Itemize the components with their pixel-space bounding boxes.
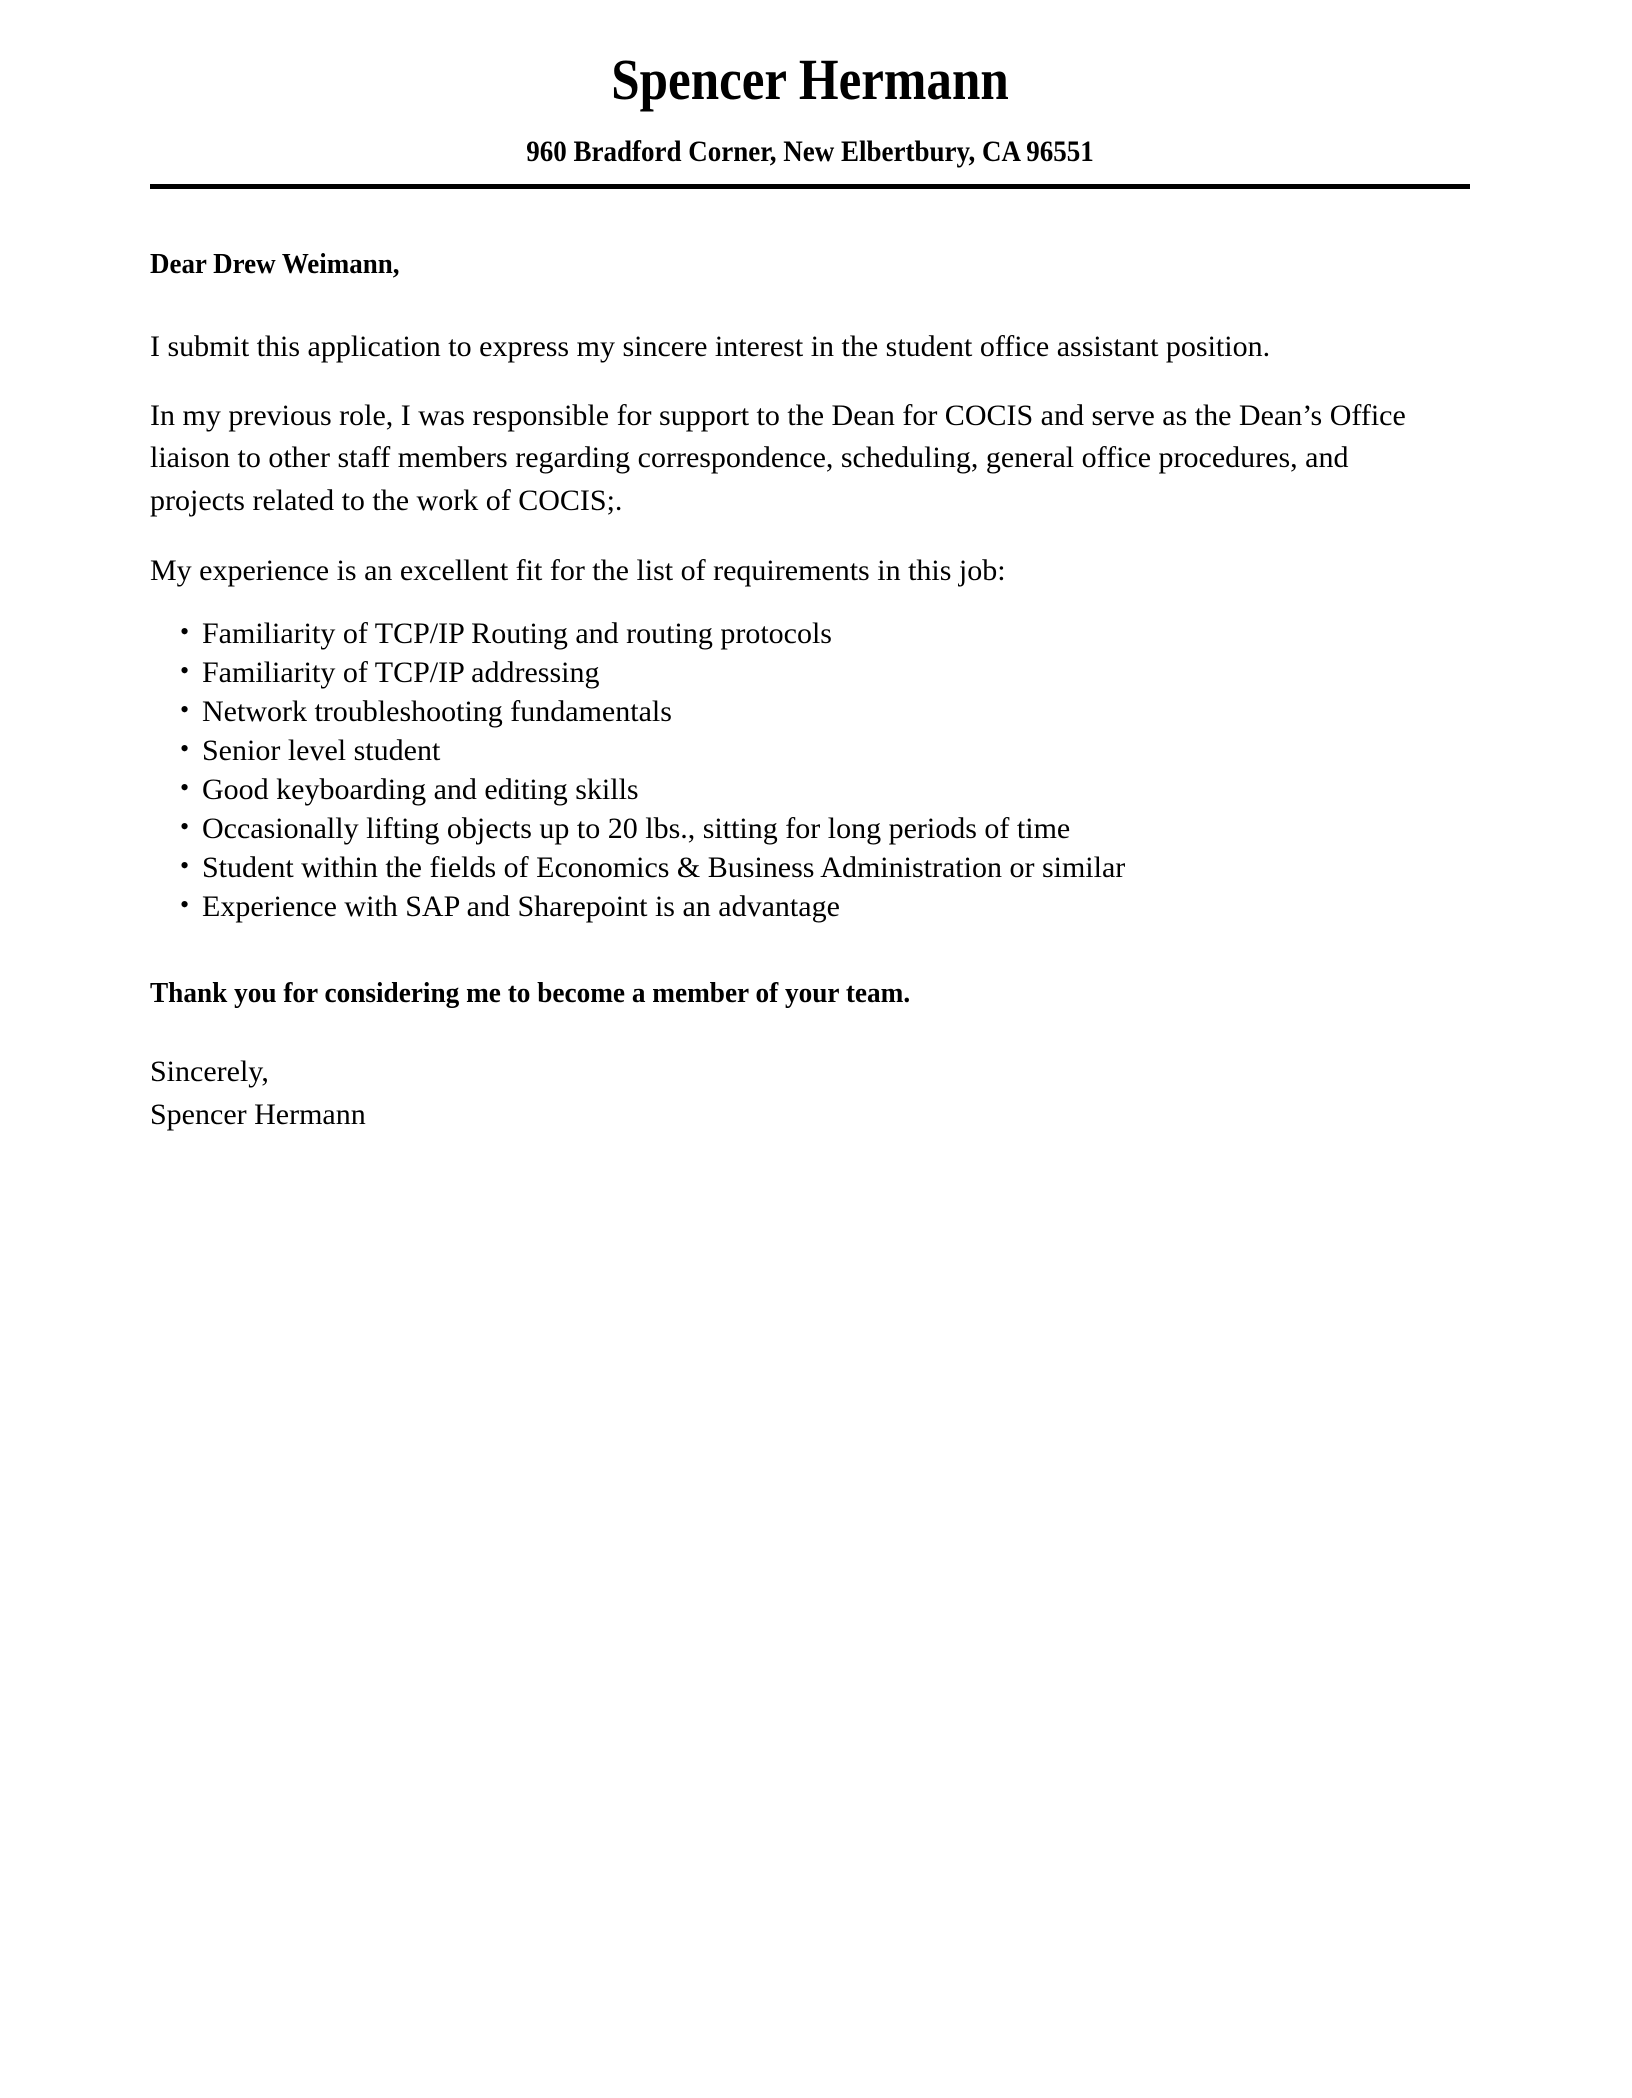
list-item-label: Senior level student bbox=[202, 733, 441, 767]
bullet-icon: • bbox=[180, 811, 190, 841]
letter-body bbox=[150, 189, 1470, 1136]
signature-name: Spencer Hermann bbox=[150, 1097, 366, 1131]
list-item bbox=[150, 694, 1470, 728]
bullet-icon: • bbox=[180, 889, 190, 919]
bullet-icon: • bbox=[180, 733, 190, 763]
closing-statement: Thank you for considering me to become a member of your team. bbox=[150, 976, 911, 1009]
list-item bbox=[150, 811, 1470, 845]
list-item-label: Experience with SAP and Sharepoint is an advantage bbox=[202, 889, 840, 923]
list-item bbox=[150, 616, 1470, 650]
body-paragraph-1: I submit this application to express my sincere interest in the student office assistant position. bbox=[150, 329, 1271, 363]
list-item-label: Network troubleshooting fundamentals bbox=[202, 694, 672, 728]
list-item bbox=[150, 889, 1470, 923]
letterhead bbox=[150, 0, 1470, 170]
salutation: Dear Drew Weimann, bbox=[150, 247, 400, 280]
signature-block bbox=[150, 1051, 1470, 1136]
requirements-list bbox=[150, 616, 1470, 923]
bullet-icon: • bbox=[180, 850, 190, 880]
body-paragraph-3: My experience is an excellent fit for the list of requirements in this job: bbox=[150, 554, 1006, 588]
list-item-label: Familiarity of TCP/IP Routing and routing protocols bbox=[202, 616, 832, 650]
list-item-label: Occasionally lifting objects up to 20 lbs., sitting for long periods of time bbox=[202, 811, 1071, 845]
list-item-label: Student within the fields of Economics & Business Administration or similar bbox=[202, 850, 1126, 884]
bullet-icon: • bbox=[180, 655, 190, 685]
list-item bbox=[150, 850, 1470, 884]
list-item bbox=[150, 655, 1470, 689]
bullet-icon: • bbox=[180, 694, 190, 724]
list-item bbox=[150, 772, 1470, 806]
letter-content bbox=[150, 0, 1470, 1136]
bullet-icon: • bbox=[180, 772, 190, 802]
list-item-label: Familiarity of TCP/IP addressing bbox=[202, 655, 600, 689]
list-item bbox=[150, 733, 1470, 767]
list-item-label: Good keyboarding and editing skills bbox=[202, 772, 639, 806]
letterhead-address: 960 Bradford Corner, New Elbertbury, CA 96551 bbox=[526, 134, 1094, 168]
bullet-icon: • bbox=[180, 616, 190, 646]
body-paragraph-2: In my previous role, I was responsible for support to the Dean for COCIS and serve as the Dean’s Office liaison to other staff members regarding correspondence, scheduling, general office procedures, and projects related to the work of COCIS;. bbox=[150, 398, 1406, 517]
sign-off: Sincerely, bbox=[150, 1055, 269, 1089]
page-title: Spencer Hermann bbox=[611, 47, 1009, 112]
